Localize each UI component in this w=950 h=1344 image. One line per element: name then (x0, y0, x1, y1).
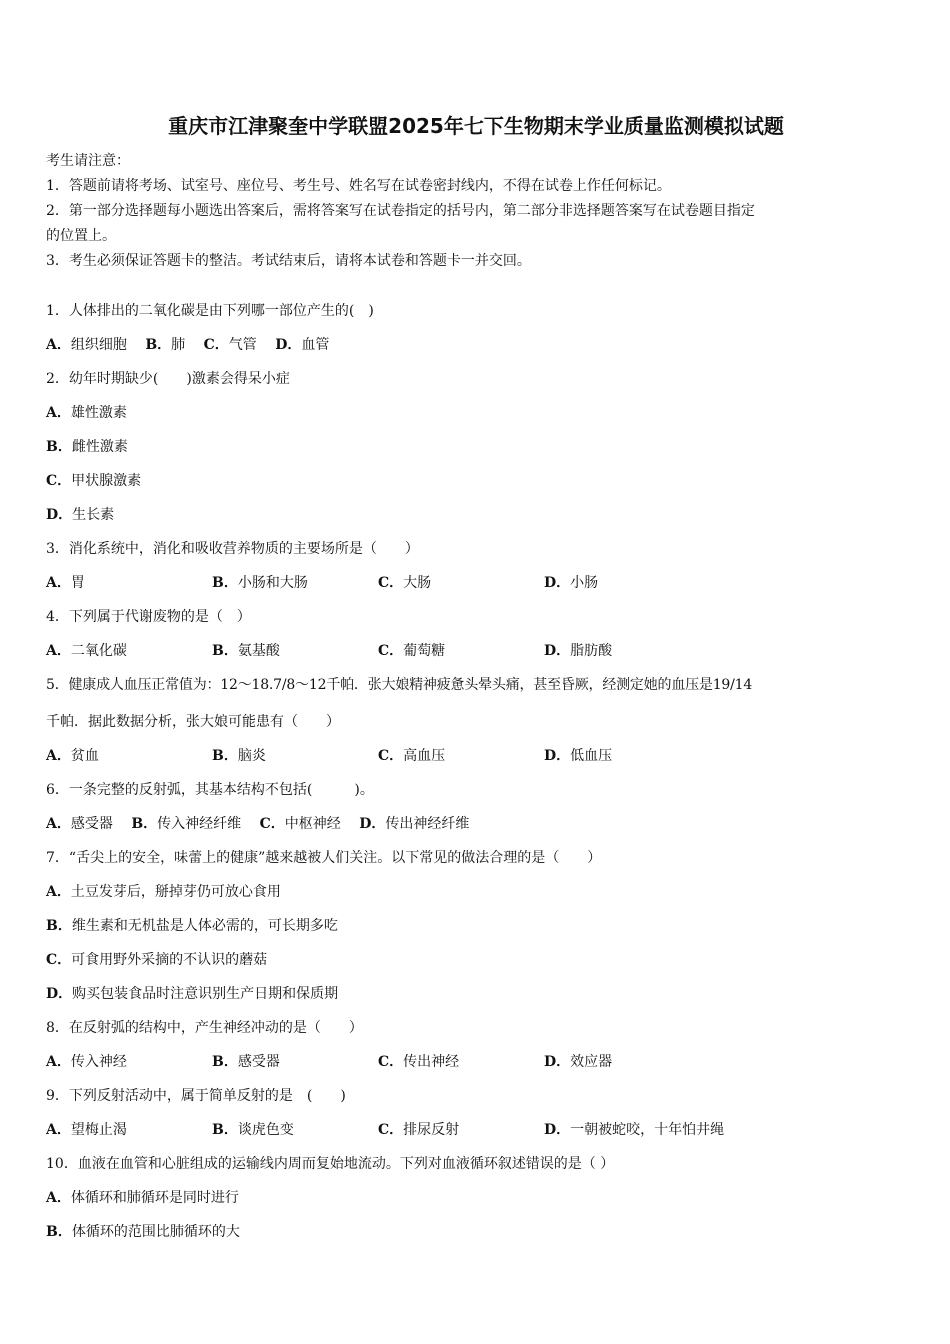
option[interactable] (378, 636, 544, 670)
page-title: 重庆市江津聚奎中学联盟2025年七下生物期末学业质量监测模拟试题 (168, 114, 784, 138)
option[interactable] (46, 466, 906, 500)
option[interactable] (378, 1115, 544, 1149)
option-text: 葡萄糖 (403, 643, 446, 659)
option-text: 气管 (228, 337, 257, 353)
options-row (46, 568, 906, 602)
option-letter: A． (46, 1190, 71, 1206)
option-text: 肺 (171, 337, 186, 353)
notice-item: 1．答题前请将考场、试室号、座位号、考生号、姓名写在试卷密封线内，不得在试卷上作任何标记。 (46, 178, 671, 194)
option[interactable] (544, 1115, 764, 1149)
option-text: 贫血 (70, 748, 99, 764)
option-letter: A． (46, 1054, 71, 1070)
option[interactable] (46, 1115, 212, 1149)
option[interactable] (212, 741, 378, 775)
option-text: 胃 (70, 575, 85, 591)
option[interactable] (46, 1047, 212, 1081)
question-stem: 2．幼年时期缺少( )激素会得呆小症 (46, 371, 290, 387)
option-letter: B． (212, 1122, 238, 1138)
option[interactable] (46, 741, 212, 775)
option-letter: A． (46, 643, 71, 659)
option-letter: C． (378, 1122, 404, 1138)
option-text: 传出神经纤维 (385, 816, 470, 832)
option-letter: D． (359, 816, 386, 832)
option-text: 购买包装食品时注意识别生产日期和保质期 (72, 986, 339, 1002)
question-stem: 1．人体排出的二氧化碳是由下列哪一部位产生的( ) (46, 303, 374, 319)
options-row (46, 1115, 906, 1149)
options-row (46, 809, 906, 843)
option[interactable] (46, 636, 212, 670)
notice-heading: 考生请注意： (46, 153, 130, 169)
option-text: 脂肪酸 (570, 643, 613, 659)
option-text: 二氧化碳 (70, 643, 127, 659)
option-letter: D． (46, 986, 73, 1002)
option-letter: C． (378, 575, 404, 591)
question-stem: 7．“舌尖上的安全，味蕾上的健康”越来越被人们关注。以下常见的做法合理的是（ ） (46, 850, 602, 866)
option-letter: B． (212, 575, 238, 591)
option-text: 一朝被蛇咬，十年怕井绳 (570, 1122, 725, 1138)
options-row (46, 330, 906, 364)
option[interactable] (212, 1115, 378, 1149)
option-letter: C． (378, 643, 404, 659)
notice-item: 的位置上。 (46, 228, 116, 244)
option-letter: A． (46, 405, 71, 421)
option[interactable] (544, 568, 710, 602)
option[interactable] (46, 568, 212, 602)
candidate-notice (46, 149, 906, 274)
option[interactable] (378, 1047, 544, 1081)
option-letter: A． (46, 884, 71, 900)
option-text: 感受器 (237, 1054, 280, 1070)
option-letter: B． (212, 1054, 238, 1070)
options-row (46, 636, 906, 670)
option-text: 雄性激素 (70, 405, 127, 421)
option-text: 传出神经 (403, 1054, 460, 1070)
option-letter: C． (46, 952, 72, 968)
option[interactable] (359, 816, 469, 832)
option-letter: A． (46, 575, 71, 591)
question-stem: 3．消化系统中，消化和吸收营养物质的主要场所是（ ） (46, 541, 419, 557)
option-text: 体循环的范围比肺循环的大 (71, 1224, 240, 1240)
option-letter: A． (46, 337, 71, 353)
notice-item: 2．第一部分选择题每小题选出答案后，需将答案写在试卷指定的括号内，第二部分非选择题答案写在试卷题目指定 (46, 203, 755, 219)
option-text: 甲状腺激素 (71, 473, 142, 489)
option-letter: B． (131, 816, 158, 832)
option[interactable] (46, 432, 906, 466)
option-text: 血管 (301, 337, 330, 353)
question-stem: 6．一条完整的反射弧，其基本结构不包括( )。 (46, 782, 374, 798)
options-row (46, 741, 906, 775)
option-text: 雌性激素 (71, 439, 128, 455)
question-stem: 9．下列反射活动中，属于简单反射的是 ( ) (46, 1088, 346, 1104)
option[interactable] (378, 741, 544, 775)
option-letter: C． (259, 816, 285, 832)
option-letter: B． (212, 748, 238, 764)
option[interactable] (544, 1047, 710, 1081)
option-text: 传入神经纤维 (157, 816, 242, 832)
option-letter: C． (378, 748, 404, 764)
option-text: 可食用野外采摘的不认识的蘑菇 (71, 952, 268, 968)
option-text: 谈虎色变 (237, 1122, 294, 1138)
option-letter: D． (46, 507, 73, 523)
option[interactable] (204, 337, 257, 353)
option-letter: D． (275, 337, 302, 353)
option-letter: B． (46, 918, 72, 934)
option[interactable] (46, 945, 906, 979)
option[interactable] (46, 337, 127, 353)
option-text: 排尿反射 (403, 1122, 460, 1138)
option-text: 传入神经 (70, 1054, 127, 1070)
notice-item: 3．考生必须保证答题卡的整洁。考试结束后，请将本试卷和答题卡一并交回。 (46, 253, 531, 269)
option-text: 土豆发芽后，掰掉芽仍可放心食用 (70, 884, 281, 900)
option-text: 小肠和大肠 (237, 575, 308, 591)
question-list (46, 296, 906, 1251)
option-letter: D． (544, 1054, 571, 1070)
option[interactable] (46, 500, 906, 534)
option[interactable] (46, 816, 113, 832)
option-text: 低血压 (570, 748, 613, 764)
option-text: 生长素 (72, 507, 115, 523)
option-letter: D． (544, 643, 571, 659)
option[interactable] (212, 568, 378, 602)
option[interactable] (212, 1047, 378, 1081)
option-text: 大肠 (403, 575, 432, 591)
option-letter: C． (378, 1054, 404, 1070)
exam-page (46, 0, 906, 1344)
option-text: 望梅止渴 (70, 1122, 127, 1138)
option-letter: B． (46, 439, 72, 455)
option-letter: A． (46, 816, 71, 832)
question-stem: 5．健康成人血压正常值为：12～18.7/8～12千帕．张大娘精神疲惫头晕头痛，甚至昏厥，经测定她的血压是19/14 (46, 677, 753, 693)
question-stem: 8．在反射弧的结构中，产生神经冲动的是（ ） (46, 1020, 363, 1036)
question-stem: 4．下列属于代谢废物的是（ ） (46, 609, 251, 625)
option[interactable] (212, 636, 378, 670)
question-stem: 10．血液在血管和心脏组成的运输线内周而复始地流动。下列对血液循环叙述错误的是（ ） (46, 1156, 615, 1172)
option-text: 氨基酸 (237, 643, 280, 659)
option-text: 中枢神经 (284, 816, 341, 832)
option[interactable] (46, 1183, 906, 1217)
option-letter: D． (544, 1122, 571, 1138)
option-text: 组织细胞 (70, 337, 127, 353)
option-text: 体循环和肺循环是同时进行 (70, 1190, 239, 1206)
option-letter: A． (46, 748, 71, 764)
option-text: 小肠 (570, 575, 599, 591)
option-letter: C． (46, 473, 72, 489)
option[interactable] (145, 337, 185, 353)
option[interactable] (131, 816, 241, 832)
option-text: 感受器 (70, 816, 113, 832)
option[interactable] (260, 816, 341, 832)
options-row (46, 1047, 906, 1081)
option[interactable] (275, 337, 329, 353)
option-letter: B． (212, 643, 238, 659)
option-text: 效应器 (570, 1054, 613, 1070)
option[interactable] (378, 568, 544, 602)
question-stem-continued: 千帕．据此数据分析，张大娘可能患有（ ） (46, 714, 340, 730)
option-text: 脑炎 (237, 748, 266, 764)
option[interactable] (46, 979, 906, 1013)
option-text: 维生素和无机盐是人体必需的，可长期多吃 (71, 918, 338, 934)
option-letter: B． (46, 1224, 72, 1240)
option-letter: C． (203, 337, 229, 353)
option-text: 高血压 (403, 748, 446, 764)
option-letter: B． (145, 337, 172, 353)
option[interactable] (46, 877, 906, 911)
option-letter: D． (544, 575, 571, 591)
option-letter: D． (544, 748, 571, 764)
option-letter: A． (46, 1122, 71, 1138)
option[interactable] (46, 911, 906, 945)
option[interactable] (46, 1217, 906, 1251)
option[interactable] (544, 741, 710, 775)
option[interactable] (544, 636, 710, 670)
option[interactable] (46, 398, 906, 432)
